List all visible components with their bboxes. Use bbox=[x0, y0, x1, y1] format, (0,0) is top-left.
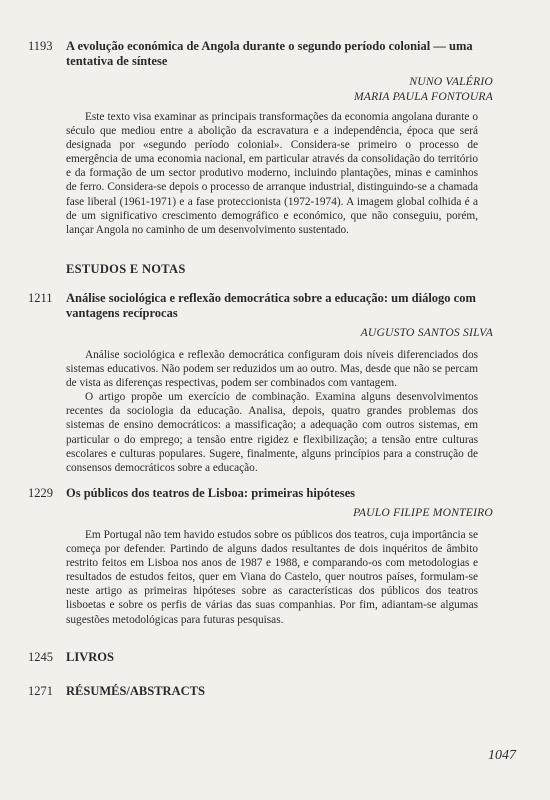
abstract-paragraph: O artigo propõe um exercício de combinação. Examina alguns desenvolvimentos recentes da sociologia da educação. Analisa, depois, quatro grandes problemas dos sistemas de ensino democráticos: a massificação; a adequação com outros sistemas, em particular o do emprego; a tensão entre rigidez e flexibilização; a tensão entre culturas escolares e culturas populares. Sugere, finalmente, alguns princípios para a construção de consensos democráticos sobre a educação. bbox=[66, 391, 478, 474]
section-title-resumes: RÉSUMÉS/ABSTRACTS bbox=[66, 684, 205, 698]
author-name: NUNO VALÉRIO bbox=[409, 75, 493, 88]
article-page-number: 1193 bbox=[28, 39, 53, 53]
section-title-livros: LIVROS bbox=[66, 650, 114, 664]
article-page-number: 1229 bbox=[28, 486, 53, 500]
article-abstract bbox=[66, 528, 478, 627]
author-name: MARIA PAULA FONTOURA bbox=[353, 90, 493, 103]
article-title: Os públicos dos teatros de Lisboa: primeiras hipóteses bbox=[66, 486, 356, 500]
section-page-number: 1245 bbox=[28, 650, 53, 664]
article-title: A evolução económica de Angola durante o segundo período colonial — uma tentativa de síntese bbox=[66, 39, 473, 68]
author-name: PAULO FILIPE MONTEIRO bbox=[353, 506, 493, 519]
folio-page-number: 1047 bbox=[488, 748, 516, 763]
article-title: Análise sociológica e reflexão democrática sobre a educação: um diálogo com vantagens recíprocas bbox=[66, 291, 476, 320]
article-abstract bbox=[66, 110, 478, 237]
article-authors bbox=[361, 325, 493, 340]
article-authors bbox=[354, 74, 493, 104]
abstract-paragraph: Em Portugal não tem havido estudos sobre os públicos dos teatros, cuja importância se começa por defender. Partindo de alguns dados resultantes de dois inquéritos de âmbito restrito feitos em Lisboa nos anos de 1987 e 1988, e comparando-os com metodologias e resultados de estudos feitos, quer em Viana do Castelo, quer noutros países, formulam-se neste artigo as primeiras hipóteses sobre as características dos públicos dos teatros lisboetas e sobre os perfis de várias das suas companhias. Por fim, adiantam-se algumas sugestões metodológicas para futuras pesquisas. bbox=[66, 529, 478, 626]
article-authors bbox=[353, 505, 493, 520]
abstract-paragraph: Este texto visa examinar as principais transformações da economia angolana durante o século que mediou entre a abolição da escravatura e a independência, época que será designada por «segundo período colonial». Considera-se primeiro o processo de emergência de uma economia nacional, em particular através da consolidação do território e da formação de um sector produtivo moderno, incluindo plantações, minas e caminhos de ferro. Considera-se depois o processo de arranque industrial, distinguindo-se a chamada fase liberal (1961-1971) e a fase proteccionista (1972-1974). A imagem global colhida é a de um significativo crescimento demográfico e económico, que não conseguiu, porém, lançar Angola no caminho de um desenvolvimento sustentado. bbox=[66, 111, 478, 236]
article-page-number: 1211 bbox=[28, 291, 53, 305]
article-abstract bbox=[66, 348, 478, 475]
author-name: AUGUSTO SANTOS SILVA bbox=[360, 326, 493, 339]
abstract-paragraph: Análise sociológica e reflexão democrática configuram dois níveis diferenciados dos sistemas educativos. Não podem ser reduzidos um ao outro. Mas, desde que não se percam de vista as diferenças respectivas, podem ser combinados com vantagem. bbox=[66, 349, 478, 390]
section-page-number: 1271 bbox=[28, 684, 53, 698]
section-heading-estudos: ESTUDOS E NOTAS bbox=[66, 262, 186, 276]
